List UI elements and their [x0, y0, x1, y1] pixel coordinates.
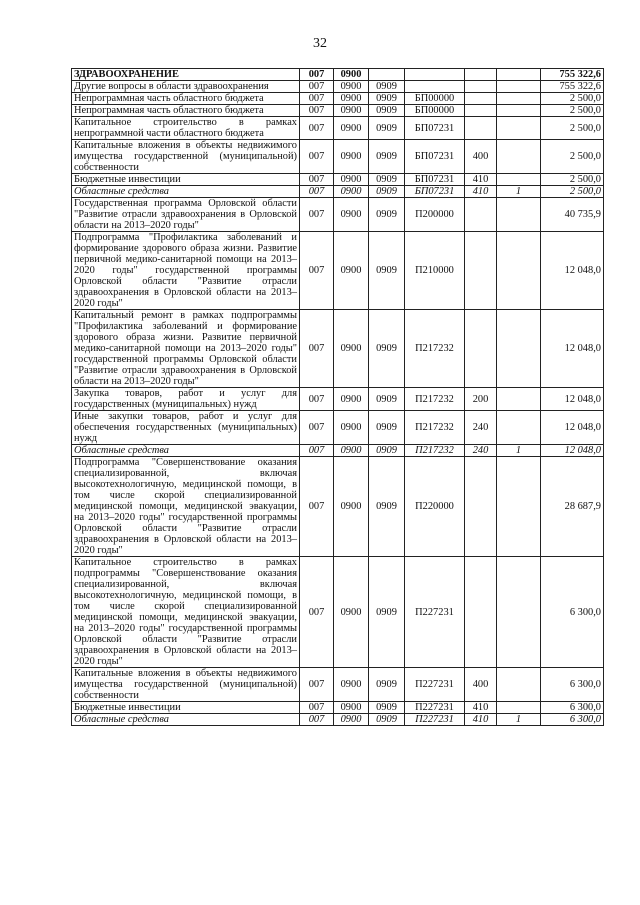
table-row [72, 174, 604, 186]
table-row [72, 557, 604, 668]
target-article-code: БП00000 [405, 93, 465, 105]
target-article-code: БП07231 [405, 140, 465, 174]
amount: 6 300,0 [541, 668, 604, 702]
amount: 2 500,0 [541, 174, 604, 186]
expense-type-code [465, 81, 497, 93]
table-row [72, 117, 604, 140]
amount: 755 322,6 [541, 81, 604, 93]
funding-source-code: 1 [497, 186, 541, 198]
target-article-code: П200000 [405, 198, 465, 232]
row-name: Капитальные вложения в объекты недвижимого имущества государственной (муниципальной) собственности [72, 140, 300, 174]
table-row [72, 198, 604, 232]
expense-type-code: 400 [465, 140, 497, 174]
section-code: 0900 [334, 411, 369, 445]
subsection-code: 0909 [369, 557, 405, 668]
row-name: Другие вопросы в области здравоохранения [72, 81, 300, 93]
target-article-code: П217232 [405, 411, 465, 445]
amount: 12 048,0 [541, 310, 604, 388]
ministry-code: 007 [300, 557, 334, 668]
subsection-code: 0909 [369, 105, 405, 117]
table-row [72, 411, 604, 445]
row-name: Областные средства [72, 445, 300, 457]
table-row [72, 668, 604, 702]
row-name: Закупка товаров, работ и услуг для государственных (муниципальных) нужд [72, 388, 300, 411]
ministry-code: 007 [300, 702, 334, 714]
target-article-code [405, 81, 465, 93]
section-code: 0900 [334, 668, 369, 702]
amount: 6 300,0 [541, 557, 604, 668]
funding-source-code [497, 140, 541, 174]
subsection-code: 0909 [369, 388, 405, 411]
section-code: 0900 [334, 388, 369, 411]
funding-source-code [497, 668, 541, 702]
expense-type-code [465, 93, 497, 105]
section-code: 0900 [334, 457, 369, 557]
section-code: 0900 [334, 198, 369, 232]
funding-source-code [497, 105, 541, 117]
row-name: Областные средства [72, 714, 300, 726]
funding-source-code: 1 [497, 714, 541, 726]
amount: 2 500,0 [541, 186, 604, 198]
ministry-code: 007 [300, 198, 334, 232]
row-name: Государственная программа Орловской области "Развитие отрасли здравоохранения в Орловской области на 2013–2020 годы" [72, 198, 300, 232]
table-row [72, 232, 604, 310]
section-code: 0900 [334, 186, 369, 198]
target-article-code: П217232 [405, 310, 465, 388]
amount: 28 687,9 [541, 457, 604, 557]
target-article-code [405, 69, 465, 81]
target-article-code: П227231 [405, 668, 465, 702]
funding-source-code [497, 557, 541, 668]
expense-type-code [465, 117, 497, 140]
section-code: 0900 [334, 557, 369, 668]
table-row [72, 445, 604, 457]
funding-source-code [497, 702, 541, 714]
expense-type-code [465, 69, 497, 81]
row-name: Непрограммная часть областного бюджета [72, 105, 300, 117]
subsection-code: 0909 [369, 140, 405, 174]
target-article-code: БП00000 [405, 105, 465, 117]
expense-type-code: 410 [465, 174, 497, 186]
expense-type-code: 410 [465, 186, 497, 198]
amount: 755 322,6 [541, 69, 604, 81]
ministry-code: 007 [300, 105, 334, 117]
expense-type-code: 410 [465, 714, 497, 726]
ministry-code: 007 [300, 310, 334, 388]
page-number: 32 [313, 36, 327, 51]
funding-source-code [497, 69, 541, 81]
row-name: Капитальные вложения в объекты недвижимого имущества государственной (муниципальной) собственности [72, 668, 300, 702]
target-article-code: П227231 [405, 702, 465, 714]
section-code: 0900 [334, 105, 369, 117]
table-row [72, 186, 604, 198]
funding-source-code [497, 93, 541, 105]
subsection-code: 0909 [369, 117, 405, 140]
target-article-code: П210000 [405, 232, 465, 310]
target-article-code: БП07231 [405, 174, 465, 186]
section-code: 0900 [334, 117, 369, 140]
funding-source-code: 1 [497, 445, 541, 457]
subsection-code: 0909 [369, 174, 405, 186]
row-name: Бюджетные инвестиции [72, 702, 300, 714]
expense-type-code: 240 [465, 411, 497, 445]
ministry-code: 007 [300, 411, 334, 445]
funding-source-code [497, 310, 541, 388]
subsection-code [369, 69, 405, 81]
expense-type-code [465, 310, 497, 388]
table-row [72, 310, 604, 388]
expense-type-code [465, 557, 497, 668]
amount: 12 048,0 [541, 388, 604, 411]
section-code: 0900 [334, 93, 369, 105]
target-article-code: БП07231 [405, 117, 465, 140]
row-name: Подпрограмма "Совершенствование оказания специализированной, включая высокотехнологичную, медицинской помощи, в том числе скорой специализированной медицинской помощи, медицинской эвакуации, на 2013–2020 годы" государственной программы Орловской области "Развитие отрасли здравоохранения в Орловской области на 2013–2020 годы" [72, 457, 300, 557]
funding-source-code [497, 388, 541, 411]
ministry-code: 007 [300, 445, 334, 457]
target-article-code: П217232 [405, 445, 465, 457]
funding-source-code [497, 232, 541, 310]
table-row [72, 714, 604, 726]
funding-source-code [497, 174, 541, 186]
table-row [72, 140, 604, 174]
table-row [72, 702, 604, 714]
expense-type-code: 200 [465, 388, 497, 411]
row-name: Капитальный ремонт в рамках подпрограммы "Профилактика заболеваний и формирование здорового образа жизни. Развитие первичной медико-санитарной помощи на 2013–2020 годы" государственной программы Орловской области "Развитие отрасли здравоохранения в Орловской области на 2013–2020 годы" [72, 310, 300, 388]
section-code: 0900 [334, 232, 369, 310]
subsection-code: 0909 [369, 310, 405, 388]
row-name: Областные средства [72, 186, 300, 198]
funding-source-code [497, 411, 541, 445]
section-code: 0900 [334, 714, 369, 726]
funding-source-code [497, 81, 541, 93]
expense-type-code [465, 232, 497, 310]
target-article-code: П227231 [405, 557, 465, 668]
amount: 2 500,0 [541, 105, 604, 117]
subsection-code: 0909 [369, 411, 405, 445]
subsection-code: 0909 [369, 198, 405, 232]
section-code: 0900 [334, 81, 369, 93]
amount: 6 300,0 [541, 702, 604, 714]
row-name: Капитальное строительство в рамках подпрограммы "Совершенствование оказания специализированной, включая высокотехнологичную, медицинской помощи, в том числе скорой специализированной медицинской помощи, медицинской эвакуации, на 2013–2020 годы" государственной программы Орловской области "Развитие отрасли здравоохранения в Орловской области на 2013–2020 годы" [72, 557, 300, 668]
section-code: 0900 [334, 310, 369, 388]
section-code: 0900 [334, 174, 369, 186]
expense-type-code [465, 105, 497, 117]
ministry-code: 007 [300, 668, 334, 702]
subsection-code: 0909 [369, 702, 405, 714]
section-code: 0900 [334, 445, 369, 457]
subsection-code: 0909 [369, 668, 405, 702]
table-row [72, 388, 604, 411]
amount: 2 500,0 [541, 140, 604, 174]
amount: 2 500,0 [541, 93, 604, 105]
amount: 12 048,0 [541, 411, 604, 445]
subsection-code: 0909 [369, 457, 405, 557]
target-article-code: П220000 [405, 457, 465, 557]
section-code: 0900 [334, 69, 369, 81]
ministry-code: 007 [300, 186, 334, 198]
budget-rows [72, 69, 604, 726]
funding-source-code [497, 457, 541, 557]
amount: 40 735,9 [541, 198, 604, 232]
funding-source-code [497, 198, 541, 232]
row-name: Непрограммная часть областного бюджета [72, 93, 300, 105]
ministry-code: 007 [300, 93, 334, 105]
table-row [72, 69, 604, 81]
subsection-code: 0909 [369, 232, 405, 310]
subsection-code: 0909 [369, 81, 405, 93]
ministry-code: 007 [300, 388, 334, 411]
expense-type-code: 400 [465, 668, 497, 702]
ministry-code: 007 [300, 117, 334, 140]
row-name: Иные закупки товаров, работ и услуг для обеспечения государственных (муниципальных) нужд [72, 411, 300, 445]
expense-type-code: 240 [465, 445, 497, 457]
row-name: Капитальное строительство в рамках непрограммной части областного бюджета [72, 117, 300, 140]
expense-type-code: 410 [465, 702, 497, 714]
amount: 12 048,0 [541, 445, 604, 457]
section-code: 0900 [334, 702, 369, 714]
ministry-code: 007 [300, 232, 334, 310]
amount: 12 048,0 [541, 232, 604, 310]
ministry-code: 007 [300, 714, 334, 726]
subsection-code: 0909 [369, 714, 405, 726]
table-row [72, 105, 604, 117]
ministry-code: 007 [300, 69, 334, 81]
row-name: ЗДРАВООХРАНЕНИЕ [72, 69, 300, 81]
expense-type-code [465, 457, 497, 557]
subsection-code: 0909 [369, 93, 405, 105]
amount: 6 300,0 [541, 714, 604, 726]
subsection-code: 0909 [369, 445, 405, 457]
amount: 2 500,0 [541, 117, 604, 140]
row-name: Бюджетные инвестиции [72, 174, 300, 186]
expense-type-code [465, 198, 497, 232]
section-code: 0900 [334, 140, 369, 174]
ministry-code: 007 [300, 140, 334, 174]
target-article-code: П217232 [405, 388, 465, 411]
budget-table [71, 68, 604, 726]
ministry-code: 007 [300, 457, 334, 557]
row-name: Подпрограмма "Профилактика заболеваний и формирование здорового образа жизни. Развитие первичной медико-санитарной помощи на 2013–2020 годы" государственной программы Орловской области "Развитие отрасли здравоохранения в Орловской области на 2013–2020 годы" [72, 232, 300, 310]
target-article-code: П227231 [405, 714, 465, 726]
subsection-code: 0909 [369, 186, 405, 198]
table-row [72, 93, 604, 105]
ministry-code: 007 [300, 81, 334, 93]
ministry-code: 007 [300, 174, 334, 186]
table-row [72, 81, 604, 93]
target-article-code: БП07231 [405, 186, 465, 198]
table-row [72, 457, 604, 557]
funding-source-code [497, 117, 541, 140]
